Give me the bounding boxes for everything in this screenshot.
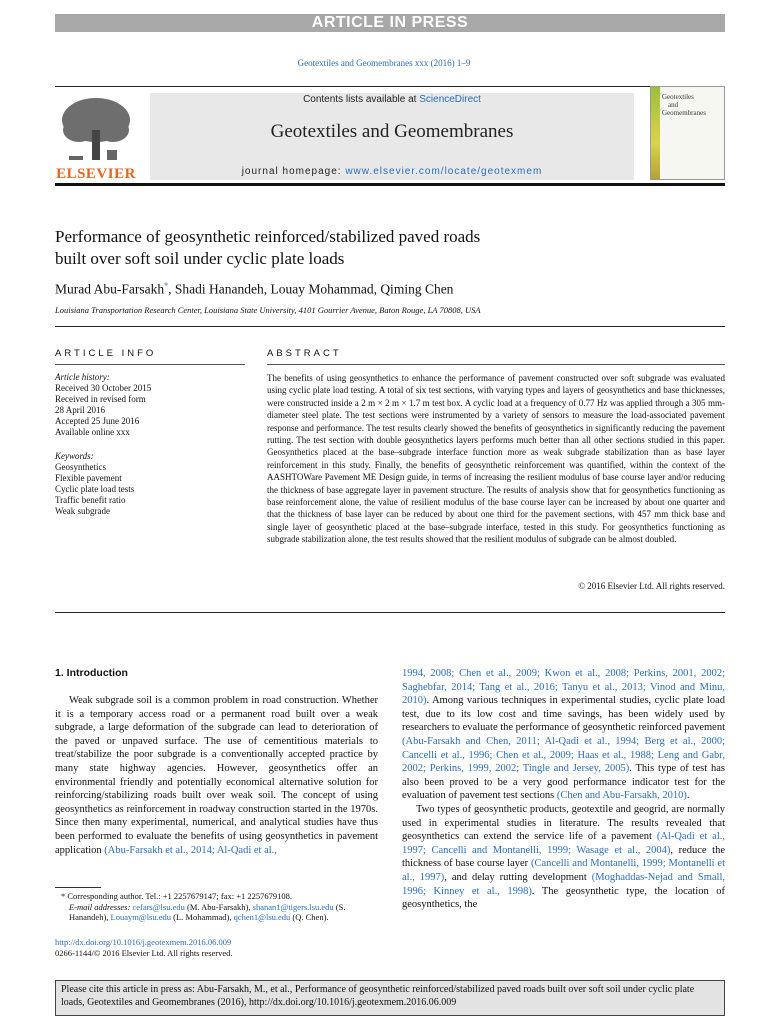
doi-block: [55, 937, 385, 958]
elsevier-wordmark: ELSEVIER: [56, 166, 136, 182]
corresponding-author-mark[interactable]: *: [164, 281, 169, 290]
corresponding-author-footnote: * Corresponding author. Tel.: +1 2257679147; fax: +1 2257679108. E-mail addresses: cefars@lsu.edu (M. Abu-Farsakh), shanan1@tigers.lsu.edu (S. Hanandeh), Louaym@lsu.edu (L. Mohammad), qchen1@lsu.edu (Q. Chen).: [61, 891, 346, 923]
authors-rule: [55, 326, 725, 327]
reference-link[interactable]: (Moghaddas-Nejad and Small, 1996; Kinney et al., 1998): [402, 871, 725, 897]
article-in-press-banner: ARTICLE IN PRESS: [55, 14, 725, 32]
cover-title: Geotextiles and Geomembranes: [662, 93, 706, 117]
article-info-rule: [55, 364, 245, 365]
abstract-heading: ABSTRACT: [267, 348, 342, 359]
article-title: Performance of geosynthetic reinforced/stabilized paved roads built over soft soil under cyclic plate loads: [55, 227, 481, 268]
sciencedirect-link[interactable]: ScienceDirect: [419, 94, 481, 105]
journal-homepage-link[interactable]: www.elsevier.com/locate/geotexmem: [345, 166, 543, 177]
issn-line: 0266-1144/© 2016 Elsevier Ltd. All rights reserved.: [55, 947, 233, 958]
cover-color-strip: [651, 87, 660, 179]
abstract-text: The benefits of using geosynthetics to enhance the performance of pavement constructed over soft subgrade was evaluated using cyclic plate load testing. A total of six test sections, with varying types and layers of geosynthetics and base thicknesses, were constructed inside a 2 m × 2 m × 1.7 m test box. A cyclic load at a frequency of 0.77 Hz was applied through a 305 mm-diameter steel plate. The test sections were instrumented by a variety of sensors to measure the load-associated pavement response and performance. The test results clearly showed the benefits of geosynthetics in significantly reducing the pavement rutting. The test section with double geosynthetics layers performs much better than all other sections studied in this paper. Geosynthetics placed at the base–subgrade interface function more as weak subgrade stabilization than as base layer reinforcement in this study. Finally, the benefits of geosynthetic reinforcement was quantified, within the context of the AASHTOWare Pavement ME Design guide, in terms of increasing the resilient modulus of base course layer and/or reducing the thickness of base aggregate layer in pavement structure. The results of analysis show that for geosynthetics functioning as base reinforcement alone, the value of resilient modulus of the base course layer can be increased by about one quarter and that the thickness of base layer can be reduced by about one third for the pavement sections, with 457 mm thick base and single layer of geosynthetic placed at the base–subgrade interface, tested in this study. For geosynthetics functioning as subgrade stabilization alone, the test results showed that the resilient modulus of subgrade can be almost doubled.: [267, 373, 725, 545]
reference-link[interactable]: 1994, 2008; Chen et al., 2009; Kwon et al., 2008; Perkins, 2001, 2002; Saghebfar, 2014; Tang et al., 2016; Tanyu et al., 2013; Vinod and Minu, 2010): [402, 668, 725, 707]
reference-link[interactable]: (Abu-Farsakh et al., 2014; Al-Qadi et al.,: [104, 844, 277, 856]
abstract-bottom-rule: [55, 612, 725, 613]
section-heading-introduction: 1. Introduction: [55, 667, 128, 679]
email-link[interactable]: shanan1@tigers.lsu.edu: [252, 901, 334, 912]
journal-homepage-line: journal homepage: www.elsevier.com/locate/geotexmem: [241, 166, 543, 177]
contents-available-line: Contents lists available at ScienceDirect: [303, 94, 481, 105]
email-link[interactable]: Louaym@lsu.edu: [110, 912, 172, 923]
article-info-heading: ARTICLE INFO: [55, 348, 157, 359]
intro-paragraph: Two types of geosynthetic products, geotextile and geogrid, are normally used in experimental studies in literature. The results revealed that geosynthetics can extend the service life of a pavement (Al-Qadi et al., 1997; Cancelli and Montanelli, 1999; Wasage et al., 2004), reduce the thickness of base course layer (Cancelli and Montanelli, 1999; Montanelli et al., 1997), and delay rutting development (Moghaddas-Nejad and Small, 1996; Kinney et al., 1998). The geosynthetic type, the location of geosynthetics, the: [402, 803, 726, 911]
reference-link[interactable]: (Chen and Abu-Farsakh, 2010): [556, 790, 687, 802]
keyword-item: Flexible pavement: [55, 473, 122, 483]
abstract-copyright: © 2016 Elsevier Ltd. All rights reserved.: [578, 581, 725, 591]
history-item: Received in revised form: [55, 394, 146, 404]
reference-link[interactable]: (Abu-Farsakh and Chen, 2011; Al-Qadi et al., 1994; Berg et al., 2000; Cancelli et al., 1996; Chen et al., 2009; Haas et al., 1988; Leng and Gabr, 2002; Perkins, 1999, 2002; Tingle and Jersey, 2005): [402, 735, 725, 775]
keyword-item: Traffic benefit ratio: [55, 495, 126, 505]
author-name[interactable]: Murad Abu-Farsakh: [55, 281, 165, 297]
header-top-rule: [55, 86, 725, 87]
journal-header-box: [150, 93, 634, 180]
intro-right-column: [402, 667, 725, 912]
reference-link[interactable]: (Al-Qadi et al., 1997; Cancelli and Montanelli, 1999; Wasage et al., 2004): [402, 831, 725, 856]
intro-paragraph-continued: 1994, 2008; Chen et al., 2009; Kwon et al., 2008; Perkins, 2001, 2002; Saghebfar, 2014; Tang et al., 2016; Tanyu et al., 2013; Vinod and Minu, 2010). Among various techniques in experimental studies, cyclic plate load test, due to its low cost and time savings, has been widely used by researchers to evaluate the performance of geosynthetic reinforced pavement (Abu-Farsakh and Chen, 2011; Al-Qadi et al., 1994; Berg et al., 2000; Cancelli et al., 1996; Chen et al., 2009; Haas et al., 1988; Leng and Gabr, 2002; Perkins, 1999, 2002; Tingle and Jersey, 2005). This type of test has also been proved to be a very good performance indicator test for the evaluation of pavement test sections (Chen and Abu-Farsakh, 2010).: [402, 668, 726, 802]
cite-this-article-box: Please cite this article in press as: Abu-Farsakh, M., et al., Performance of geosynthetic reinforced/stabilized paved roads built over soft soil under cyclic plate loads, Geotextiles and Geomembranes (2016), http://dx.doi.org/10.1016/j.geotexmem.2016.06.009: [55, 980, 725, 1016]
doi-link[interactable]: http://dx.doi.org/10.1016/j.geotexmem.2016.06.009: [55, 937, 232, 947]
email-link[interactable]: qchen1@lsu.edu: [233, 912, 291, 923]
article-history: Article history: Received 30 October 2015 Received in revised form 28 April 2016 Accepted 25 June 2016 Available online xxx: [55, 372, 245, 438]
header-bottom-rule: [55, 183, 725, 186]
footnote-rule: [55, 887, 101, 888]
journal-cover-thumbnail[interactable]: [650, 86, 725, 180]
author-list: Murad Abu-Farsakh*, Shadi Hanandeh, Louay Mohammad, Qiming Chen: [55, 281, 454, 297]
journal-citation-line[interactable]: Geotextiles and Geomembranes xxx (2016) 1–9: [297, 58, 471, 68]
keyword-item: Cyclic plate load tests: [55, 484, 135, 494]
keyword-item: Weak subgrade: [55, 506, 111, 516]
history-item: Accepted 25 June 2016: [55, 416, 140, 426]
journal-name: Geotextiles and Geomembranes: [270, 121, 514, 142]
intro-paragraph: Weak subgrade soil is a common problem in road construction. Whether it is a temporary access road or a permanent road built over a weak subgrade, a large deformation of the subgrade can lead to deterioration of the paved or unpaved surface. The use of cementitious materials to treat/stabilize the poor subgrade is a conventionally accepted practice by many state highway agencies. However, geosynthetics offer an environmental friendly and potentially economical alternative solution for reinforcing/stabilizing roads built over weak soil. The concept of using geosynthetics as reinforcement in roadway construction started in the 1970s. Since then many experimental, numerical, and analytical studies have thus been performed to evaluate the benefits of using geosynthetics in pavement application (Abu-Farsakh et al., 2014; Al-Qadi et al.,: [55, 695, 378, 856]
history-item: Available online xxx: [55, 427, 130, 437]
reference-link[interactable]: (Cancelli and Montanelli, 1999; Montanelli et al., 1997): [402, 858, 726, 883]
history-item: 28 April 2016: [55, 405, 106, 415]
abstract-rule: [267, 364, 725, 365]
intro-left-column: [55, 694, 378, 857]
history-item: Received 30 October 2015: [55, 383, 152, 393]
email-link[interactable]: cefars@lsu.edu: [132, 901, 185, 912]
keywords: Keywords: Geosynthetics Flexible pavement Cyclic plate load tests Traffic benefit ratio Weak subgrade: [55, 451, 245, 517]
affiliation: Louisiana Transportation Research Center, Louisiana State University, 4101 Gourrier Avenue, Baton Rouge, LA 70808, USA: [55, 305, 481, 315]
keyword-item: Geosynthetics: [55, 462, 106, 472]
